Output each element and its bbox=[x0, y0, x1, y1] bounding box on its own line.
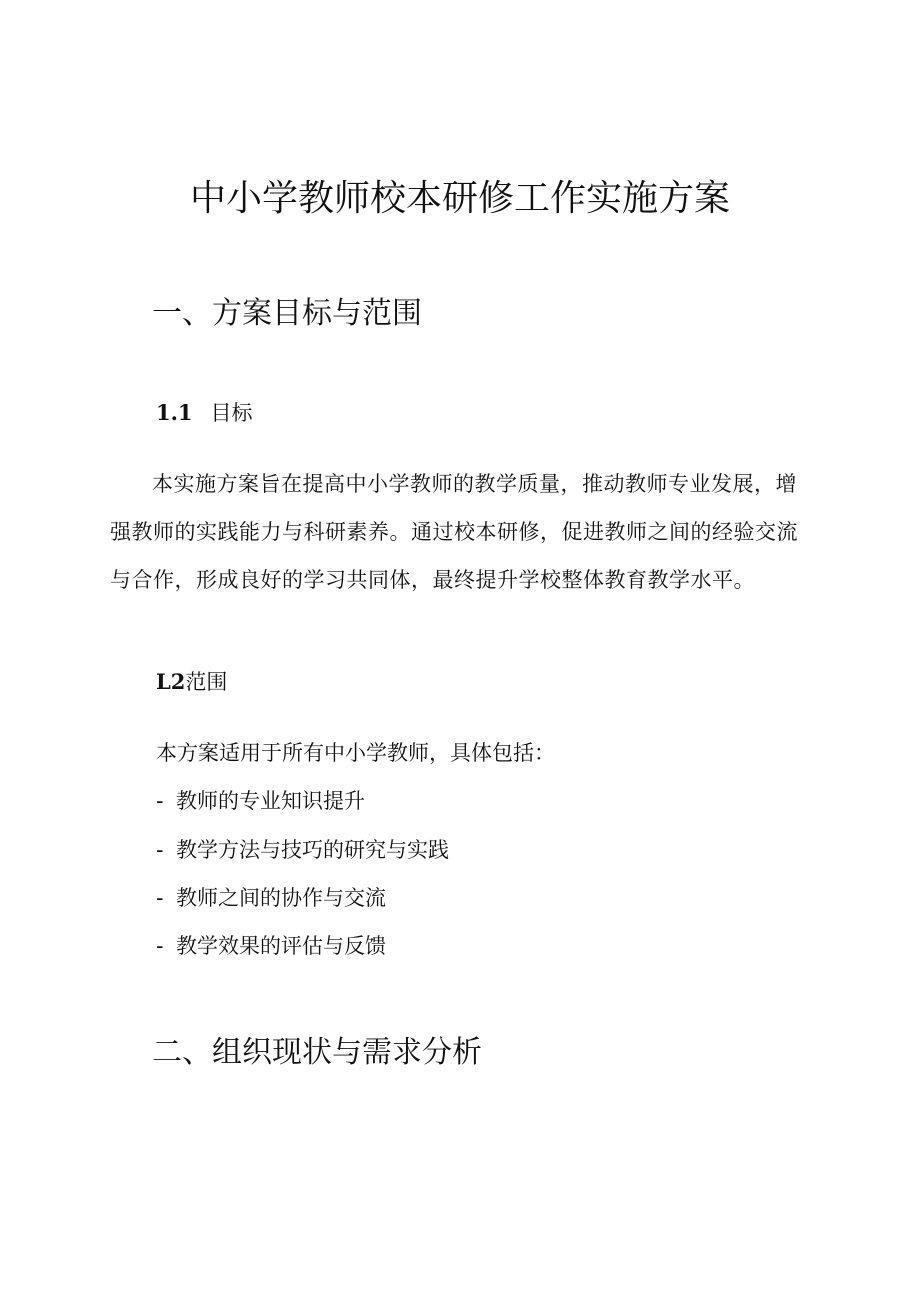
list-item bbox=[156, 834, 449, 866]
subsection-1-1-label: 目标 bbox=[210, 401, 253, 425]
list-item bbox=[156, 882, 386, 914]
subsection-1-2-label: 范围 bbox=[185, 670, 228, 694]
scope-intro: 本方案适用于所有中小学教师，具体包括： bbox=[156, 741, 555, 765]
list-dash: - bbox=[156, 789, 164, 813]
subsection-1-2-heading bbox=[156, 666, 227, 698]
list-item bbox=[156, 785, 365, 817]
goal-paragraph: 本实施方案旨在提高中小学教师的教学质量，推动教师专业发展，增强教师的实践能力与科研素养。通过校本研修，促进教师之间的经验交流与合作，形成良好的学习共同体，最终提升学校整体教育教学水平。 bbox=[110, 472, 798, 592]
list-dash: - bbox=[156, 838, 164, 862]
subsection-1-1-heading bbox=[156, 397, 253, 429]
section-1-heading: 一、方案目标与范围 bbox=[152, 296, 422, 331]
section-2-heading: 二、组织现状与需求分析 bbox=[152, 1035, 482, 1070]
list-item bbox=[156, 930, 386, 962]
document-title: 中小学教师校本研修工作实施方案 bbox=[189, 178, 730, 219]
subsection-1-2-number: L2 bbox=[156, 669, 186, 694]
list-dash: - bbox=[156, 934, 164, 958]
list-item-text: 教师的专业知识提升 bbox=[176, 789, 365, 813]
list-item-text: 教学效果的评估与反馈 bbox=[176, 934, 386, 958]
list-item-text: 教学方法与技巧的研究与实践 bbox=[176, 838, 449, 862]
list-dash: - bbox=[156, 886, 164, 910]
list-item-text: 教师之间的协作与交流 bbox=[176, 886, 386, 910]
subsection-1-1-number: 1.1 bbox=[156, 400, 193, 425]
